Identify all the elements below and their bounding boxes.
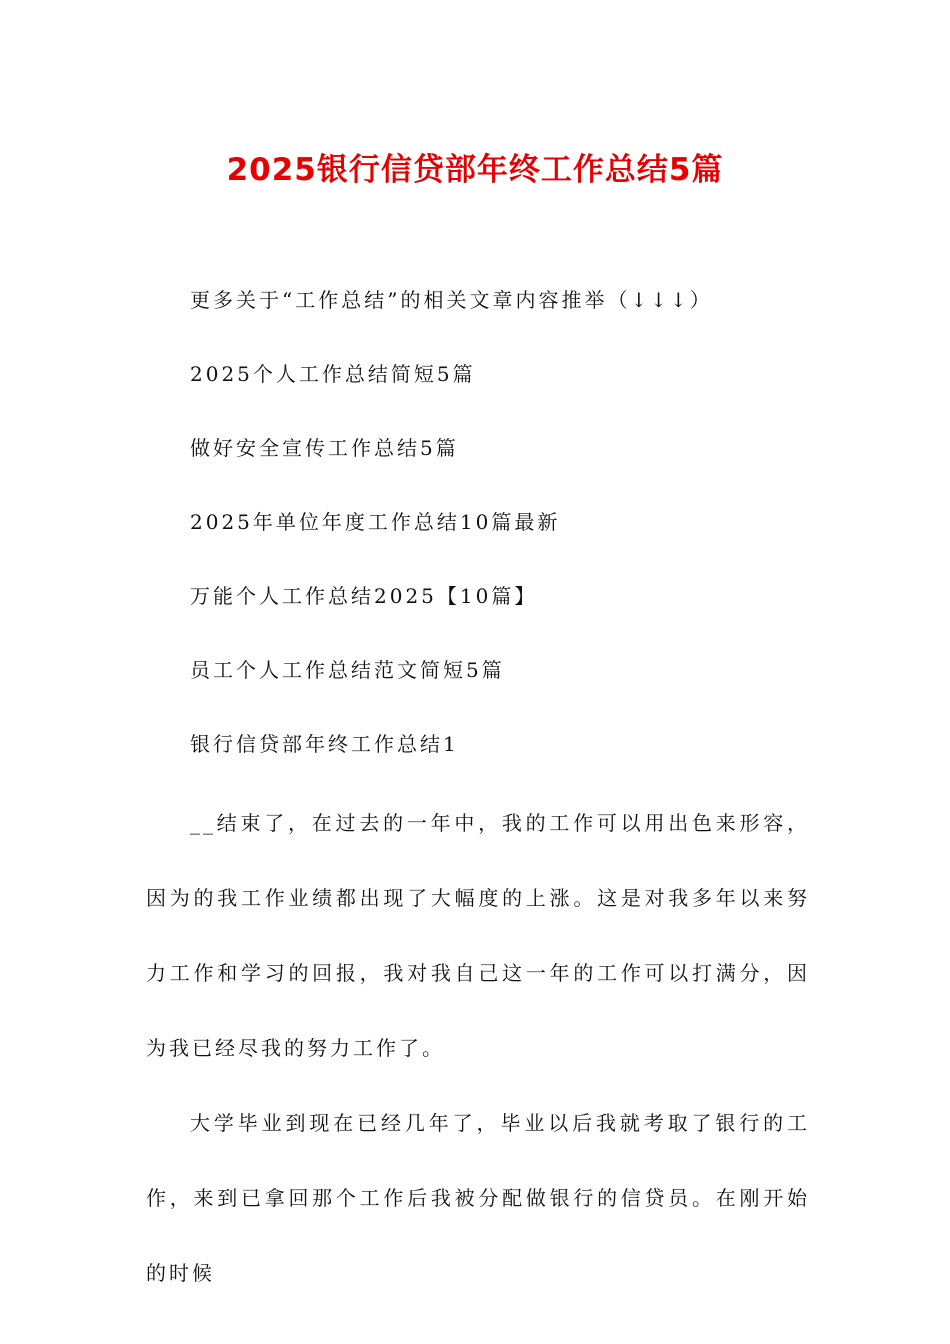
section-heading: 银行信贷部年终工作总结1	[190, 732, 459, 756]
related-link-5[interactable]: 员工个人工作总结范文简短5篇	[190, 658, 505, 682]
recommend-intro: 更多关于“工作总结”的相关文章内容推举（↓↓↓）	[190, 288, 713, 312]
related-link-4[interactable]: 万能个人工作总结2025【10篇】	[190, 584, 538, 608]
document-title: 2025银行信贷部年终工作总结5篇	[226, 152, 724, 188]
body-paragraph-2: 大学毕业到现在已经几年了，毕业以后我就考取了银行的工作，来到已拿回那个工作后我被分配做银行的信贷员。在刚开始的时候	[146, 1111, 810, 1285]
body-paragraph-1: __结束了，在过去的一年中，我的工作可以用出色来形容，因为的我工作业绩都出现了大幅度的上涨。这是对我多年以来努力工作和学习的回报，我对我自己这一年的工作可以打满分，因为我已经尽我的努力工作了。	[146, 811, 810, 1060]
recommend-list	[190, 284, 830, 802]
related-link-3[interactable]: 2025年单位年度工作总结10篇最新	[190, 510, 561, 534]
related-link-1[interactable]: 2025个人工作总结简短5篇	[190, 362, 476, 386]
related-link-2[interactable]: 做好安全宣传工作总结5篇	[190, 436, 459, 460]
